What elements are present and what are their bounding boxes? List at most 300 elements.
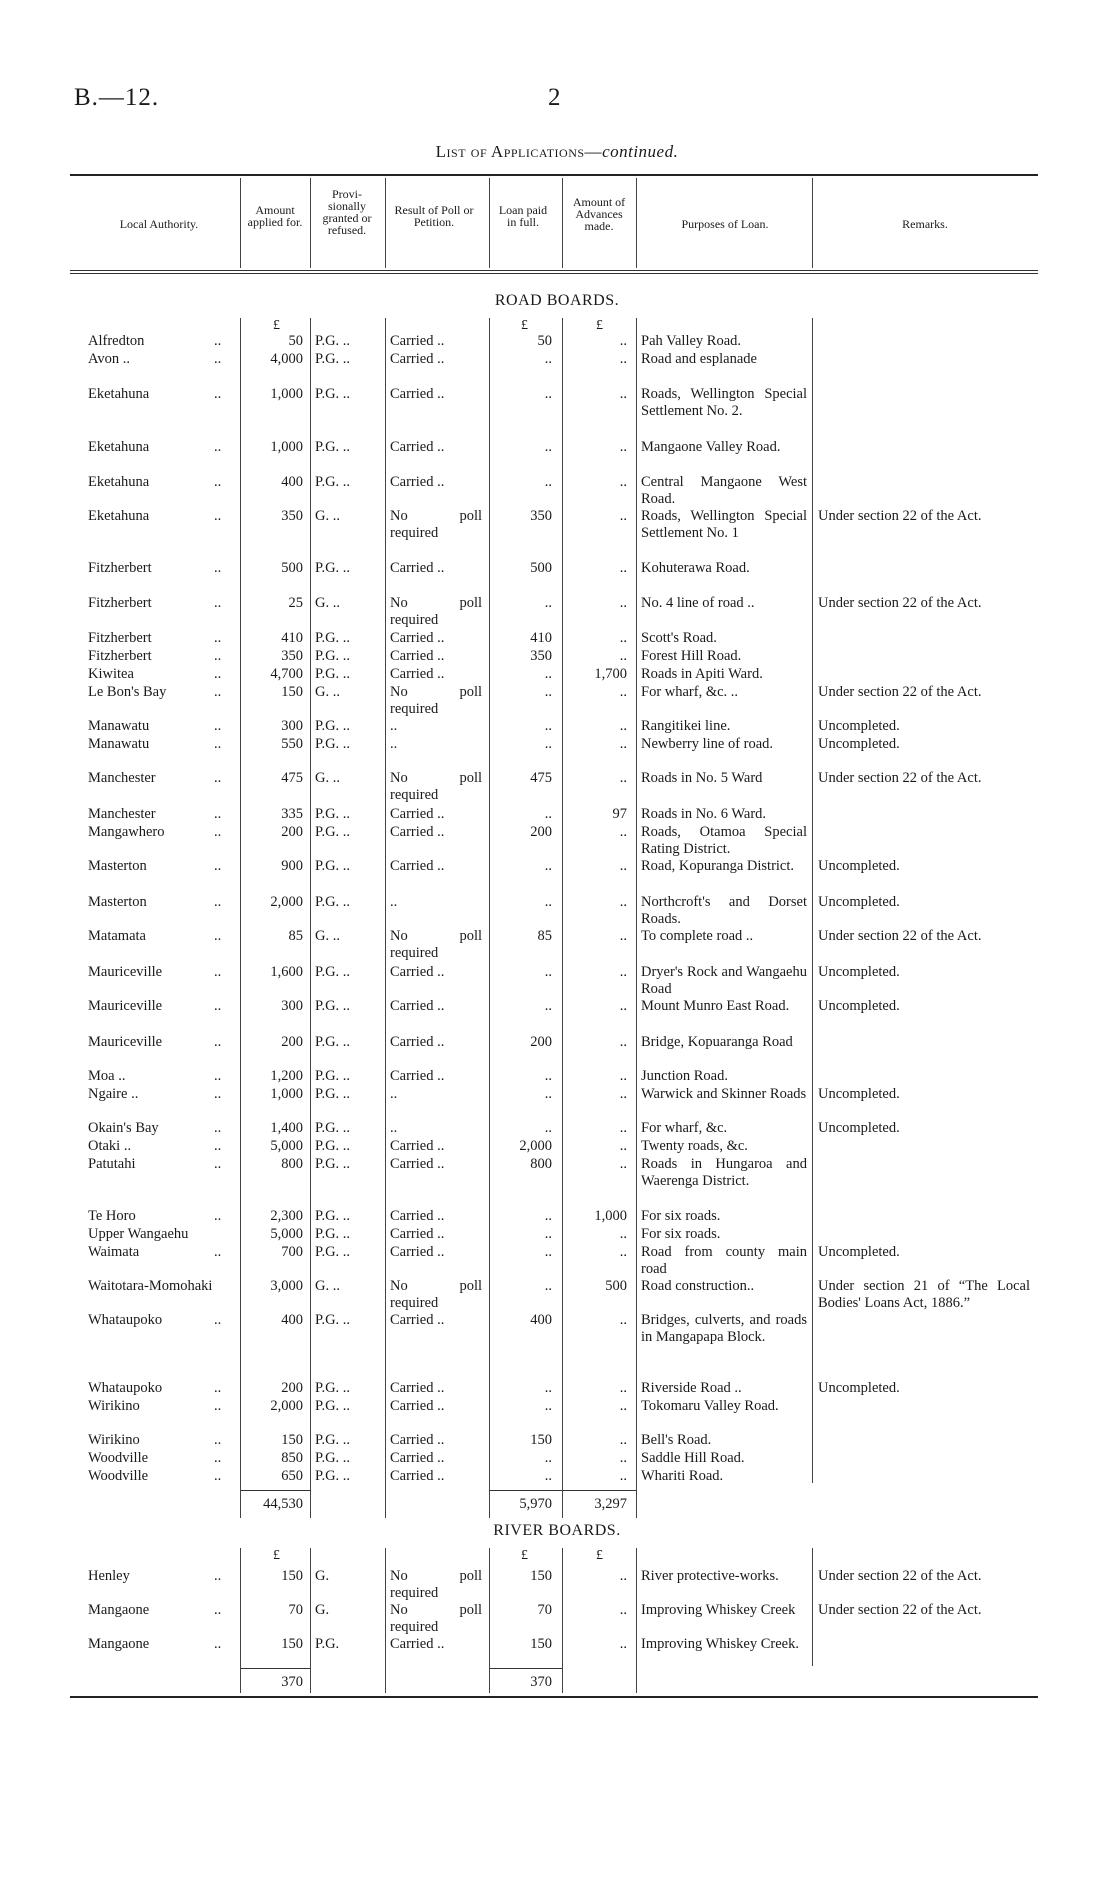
local-authority-name: Waimata <box>88 1244 140 1260</box>
amount-applied: 2,000 <box>270 894 303 910</box>
advances-made: 97 <box>612 806 627 822</box>
poll-result: Carried .. <box>390 824 445 840</box>
poll-result: Carried .. <box>390 1208 445 1224</box>
river-total-amount: 370 <box>281 1674 303 1690</box>
road-total-amount: 44,530 <box>263 1496 303 1512</box>
local-authority-name: Avon .. <box>88 351 131 367</box>
loan-purpose: Roads, Otamoa Special Rating District. <box>641 824 807 857</box>
poll-result: Carried .. <box>390 333 445 349</box>
amount-applied: 850 <box>281 1450 303 1466</box>
local-authority-name: Mangaone <box>88 1636 150 1652</box>
loan-paid: .. <box>544 858 552 874</box>
poll-result: Carried .. <box>390 1244 445 1260</box>
local-authority-name: Okain's Bay <box>88 1120 159 1136</box>
advances-made: 1,700 <box>594 666 627 682</box>
poll-result: Carried .. <box>390 1226 445 1242</box>
advances-made: .. <box>619 1450 627 1466</box>
remarks: Uncompleted. <box>818 858 900 874</box>
leader-dots: .. <box>214 1208 222 1224</box>
loan-paid: .. <box>544 894 552 910</box>
provisional-status: P.G. .. <box>315 1034 351 1050</box>
leader-dots: .. <box>214 824 222 840</box>
leader-dots: .. <box>214 351 222 367</box>
advances-made: .. <box>619 1086 627 1102</box>
poll-result: No poll required <box>390 1568 482 1601</box>
provisional-status: G. .. <box>315 684 340 700</box>
loan-purpose: Roads in Apiti Ward. <box>641 666 763 682</box>
loan-purpose: No. 4 line of road .. <box>641 595 755 611</box>
loan-paid: .. <box>544 666 552 682</box>
loan-paid: .. <box>544 684 552 700</box>
provisional-status: P.G. .. <box>315 666 351 682</box>
amount-applied: 1,000 <box>270 386 303 402</box>
loan-purpose: Newberry line of road. <box>641 736 774 752</box>
advances-made: .. <box>619 439 627 455</box>
local-authority-name: Patutahi <box>88 1156 136 1172</box>
loan-paid: .. <box>544 351 552 367</box>
leader-dots: .. <box>214 1068 222 1084</box>
provisional-status: P.G. .. <box>315 648 351 664</box>
river-sep <box>385 1548 386 1693</box>
loan-paid: 150 <box>530 1432 552 1448</box>
poll-result: No poll required <box>390 595 482 628</box>
advances-made: .. <box>619 1034 627 1050</box>
local-authority-name: Ngaire .. <box>88 1086 139 1102</box>
body-sep <box>489 318 490 1518</box>
advances-made: .. <box>619 824 627 840</box>
remarks: Uncompleted. <box>818 998 900 1014</box>
remarks: Under section 22 of the Act. <box>818 928 982 944</box>
amount-applied: 85 <box>288 928 303 944</box>
advances-made: .. <box>619 333 627 349</box>
leader-dots: .. <box>214 770 222 786</box>
advances-made: .. <box>619 351 627 367</box>
loan-paid: .. <box>544 595 552 611</box>
loan-paid: .. <box>544 1120 552 1136</box>
loan-purpose: Improving Whiskey Creek <box>641 1602 796 1618</box>
loan-paid: .. <box>544 1244 552 1260</box>
amount-applied: 150 <box>281 1432 303 1448</box>
local-authority-name: Manawatu <box>88 736 150 752</box>
provisional-status: P.G. .. <box>315 1120 351 1136</box>
local-authority-name: Henley <box>88 1568 130 1584</box>
leader-dots: .. <box>214 1602 222 1618</box>
amount-applied: 200 <box>281 824 303 840</box>
leader-dots: .. <box>214 1312 222 1328</box>
hdr-sep <box>812 178 813 268</box>
local-authority-name: Eketahuna <box>88 439 150 455</box>
col-provisionally: Provi- sionally granted or refused. <box>322 187 372 237</box>
local-authority-name: Manchester <box>88 806 156 822</box>
poll-result: Carried .. <box>390 1138 445 1154</box>
loan-purpose: Bell's Road. <box>641 1432 712 1448</box>
loan-paid: .. <box>544 998 552 1014</box>
advances-made: 500 <box>605 1278 627 1294</box>
amount-applied: 150 <box>281 1568 303 1584</box>
amount-applied: 4,000 <box>270 351 303 367</box>
local-authority-name: Kiwitea <box>88 666 134 682</box>
poll-result: .. <box>390 736 398 752</box>
poll-result: .. <box>390 1120 398 1136</box>
loan-purpose: For six roads. <box>641 1208 721 1224</box>
poll-result: No poll required <box>390 928 482 961</box>
loan-purpose: Whariti Road. <box>641 1468 724 1484</box>
amount-applied: 150 <box>281 684 303 700</box>
loan-purpose: Saddle Hill Road. <box>641 1450 745 1466</box>
remarks: Uncompleted. <box>818 894 900 910</box>
poll-result: Carried .. <box>390 806 445 822</box>
loan-paid: 475 <box>530 770 552 786</box>
poll-result: Carried .. <box>390 560 445 576</box>
remarks: Under section 22 of the Act. <box>818 1602 982 1618</box>
loan-purpose: Road, Kopuranga District. <box>641 858 795 874</box>
amount-applied: 1,400 <box>270 1120 303 1136</box>
advances-made: .. <box>619 560 627 576</box>
loan-purpose: Warwick and Skinner Roads <box>641 1086 807 1102</box>
amount-applied: 150 <box>281 1636 303 1652</box>
provisional-status: P.G. .. <box>315 894 351 910</box>
leader-dots: .. <box>214 508 222 524</box>
poll-result: Carried .. <box>390 439 445 455</box>
loan-purpose: Forest Hill Road. <box>641 648 742 664</box>
advances-made: .. <box>619 1068 627 1084</box>
poll-result: No poll required <box>390 508 482 541</box>
poll-result: No poll required <box>390 770 482 803</box>
leader-dots: .. <box>214 1450 222 1466</box>
leader-dots: .. <box>214 1432 222 1448</box>
table-top-rule <box>70 174 1038 176</box>
provisional-status: G. <box>315 1568 330 1584</box>
provisional-status: G. .. <box>315 508 340 524</box>
provisional-status: P.G. .. <box>315 1380 351 1396</box>
amount-applied: 350 <box>281 648 303 664</box>
local-authority-name: Woodville <box>88 1450 149 1466</box>
loan-purpose: Roads, Wellington Special Settlement No. 2. <box>641 386 807 419</box>
local-authority-name: Whataupoko <box>88 1380 163 1396</box>
remarks: Uncompleted. <box>818 1380 900 1396</box>
hdr-sep <box>562 178 563 268</box>
loan-paid: 200 <box>530 824 552 840</box>
road-total-loan: 5,970 <box>519 1496 552 1512</box>
local-authority-name: Fitzherbert <box>88 560 152 576</box>
leader-dots: .. <box>214 736 222 752</box>
provisional-status: P.G. .. <box>315 1432 351 1448</box>
amount-applied: 700 <box>281 1244 303 1260</box>
leader-dots: .. <box>214 806 222 822</box>
local-authority-name: Masterton <box>88 894 147 910</box>
loan-purpose: Mount Munro East Road. <box>641 998 790 1014</box>
loan-paid: 2,000 <box>519 1138 552 1154</box>
advances-made: .. <box>619 1138 627 1154</box>
loan-paid: .. <box>544 474 552 490</box>
col-local-authority: Local Authority. <box>119 217 199 231</box>
poll-result: Carried .. <box>390 1312 445 1328</box>
river-sep <box>310 1548 311 1693</box>
loan-purpose: Roads in Hungaroa and Waerenga District. <box>641 1156 807 1189</box>
loan-paid: 500 <box>530 560 552 576</box>
amount-applied: 300 <box>281 998 303 1014</box>
advances-made: .. <box>619 1398 627 1414</box>
leader-dots: .. <box>214 998 222 1014</box>
amount-applied: 70 <box>288 1602 303 1618</box>
provisional-status: P.G. .. <box>315 998 351 1014</box>
amount-applied: 800 <box>281 1156 303 1172</box>
river-unit-advances: £ <box>596 1548 603 1563</box>
poll-result: Carried .. <box>390 1432 445 1448</box>
local-authority-name: Te Horo <box>88 1208 136 1224</box>
local-authority-name: Masterton <box>88 858 147 874</box>
poll-result: Carried .. <box>390 630 445 646</box>
leader-dots: .. <box>214 894 222 910</box>
leader-dots: .. <box>214 928 222 944</box>
river-sep <box>812 1548 813 1666</box>
remarks: Uncompleted. <box>818 964 900 980</box>
advances-made: .. <box>619 1312 627 1328</box>
amount-applied: 2,000 <box>270 1398 303 1414</box>
provisional-status: P.G. .. <box>315 1068 351 1084</box>
local-authority-name: Matamata <box>88 928 146 944</box>
poll-result: No poll required <box>390 1602 482 1635</box>
leader-dots: .. <box>214 1034 222 1050</box>
advances-made: .. <box>619 1432 627 1448</box>
leader-dots: .. <box>214 648 222 664</box>
advances-made: .. <box>619 474 627 490</box>
poll-result: Carried .. <box>390 1450 445 1466</box>
leader-dots: .. <box>214 474 222 490</box>
leader-dots: .. <box>214 1398 222 1414</box>
col-purposes: Purposes of Loan. <box>681 217 769 231</box>
local-authority-name: Le Bon's Bay <box>88 684 167 700</box>
advances-made: .. <box>619 1380 627 1396</box>
amount-applied: 900 <box>281 858 303 874</box>
remarks: Uncompleted. <box>818 1086 900 1102</box>
loan-paid: .. <box>544 1398 552 1414</box>
loan-paid: 800 <box>530 1156 552 1172</box>
table-header-rule-2 <box>70 273 1038 274</box>
poll-result: Carried .. <box>390 1068 445 1084</box>
advances-made: .. <box>619 718 627 734</box>
local-authority-name: Waitotara-Momohaki <box>88 1278 213 1294</box>
col-remarks: Remarks. <box>902 217 948 231</box>
remarks: Uncompleted. <box>818 1120 900 1136</box>
loan-purpose: Improving Whiskey Creek. <box>641 1636 799 1652</box>
col-advances: Amount of Advances made. <box>572 195 626 233</box>
advances-made: .. <box>619 1568 627 1584</box>
loan-purpose: For wharf, &c. .. <box>641 684 739 700</box>
provisional-status: G. .. <box>315 770 340 786</box>
leader-dots: .. <box>214 386 222 402</box>
road-unit-advances: £ <box>596 318 603 333</box>
local-authority-name: Moa .. <box>88 1068 126 1084</box>
leader-dots: .. <box>214 560 222 576</box>
page-number: 2 <box>548 84 561 111</box>
local-authority-name: Fitzherbert <box>88 648 152 664</box>
amount-applied: 5,000 <box>270 1138 303 1154</box>
poll-result: Carried .. <box>390 1034 445 1050</box>
col-amount-applied: Amount applied for. <box>247 203 303 229</box>
advances-made: .. <box>619 508 627 524</box>
body-sep <box>310 318 311 1518</box>
poll-result: Carried .. <box>390 1156 445 1172</box>
provisional-status: P.G. .. <box>315 1226 351 1242</box>
advances-made: .. <box>619 770 627 786</box>
local-authority-name: Eketahuna <box>88 508 150 524</box>
poll-result: .. <box>390 894 398 910</box>
amount-applied: 5,000 <box>270 1226 303 1242</box>
provisional-status: P.G. .. <box>315 1086 351 1102</box>
local-authority-name: Upper Wangaehu <box>88 1226 189 1242</box>
title-continued: continued. <box>602 142 679 161</box>
loan-paid: .. <box>544 1468 552 1484</box>
amount-applied: 410 <box>281 630 303 646</box>
loan-purpose: Roads, Wellington Special Settlement No. 1 <box>641 508 807 541</box>
local-authority-name: Mauriceville <box>88 1034 163 1050</box>
loan-purpose: Scott's Road. <box>641 630 717 646</box>
leader-dots: .. <box>214 1636 222 1652</box>
provisional-status: G. .. <box>315 595 340 611</box>
road-total-rule <box>240 1490 310 1491</box>
road-total-advances: 3,297 <box>594 1496 627 1512</box>
loan-paid: .. <box>544 1278 552 1294</box>
loan-purpose: Road and esplanade <box>641 351 757 367</box>
loan-paid: 70 <box>537 1602 552 1618</box>
river-sep <box>562 1548 563 1693</box>
loan-paid: .. <box>544 386 552 402</box>
local-authority-name: Otaki .. <box>88 1138 132 1154</box>
loan-paid: 150 <box>530 1636 552 1652</box>
loan-paid: .. <box>544 1086 552 1102</box>
river-unit-applied: £ <box>273 1548 280 1563</box>
leader-dots: .. <box>214 1086 222 1102</box>
loan-purpose: Northcroft's and Dorset Roads. <box>641 894 807 927</box>
loan-paid: .. <box>544 806 552 822</box>
remarks: Uncompleted. <box>818 718 900 734</box>
loan-paid: 350 <box>530 508 552 524</box>
title-main: List of Applications— <box>435 142 603 161</box>
local-authority-name: Manawatu <box>88 718 150 734</box>
amount-applied: 500 <box>281 560 303 576</box>
provisional-status: P.G. .. <box>315 439 351 455</box>
provisional-status: P.G. <box>315 1636 340 1652</box>
advances-made: .. <box>619 998 627 1014</box>
amount-applied: 300 <box>281 718 303 734</box>
poll-result: Carried .. <box>390 1468 445 1484</box>
loan-purpose: Dryer's Rock and Wangaehu Road <box>641 964 807 997</box>
river-total-rule <box>240 1668 310 1669</box>
local-authority-name: Woodville <box>88 1468 149 1484</box>
leader-dots: .. <box>214 630 222 646</box>
advances-made: .. <box>619 1244 627 1260</box>
amount-applied: 3,000 <box>270 1278 303 1294</box>
loan-purpose: River protective-works. <box>641 1568 779 1584</box>
leader-dots: .. <box>214 333 222 349</box>
provisional-status: P.G. .. <box>315 1468 351 1484</box>
amount-applied: 2,300 <box>270 1208 303 1224</box>
col-result: Result of Poll or Petition. <box>394 203 474 229</box>
provisional-status: P.G. .. <box>315 333 351 349</box>
advances-made: .. <box>619 386 627 402</box>
local-authority-name: Whataupoko <box>88 1312 163 1328</box>
poll-result: No poll required <box>390 684 482 717</box>
hdr-sep <box>240 178 241 268</box>
leader-dots: .. <box>214 666 222 682</box>
provisional-status: P.G. .. <box>315 718 351 734</box>
loan-purpose: Central Mangaone West Road. <box>641 474 807 507</box>
advances-made: .. <box>619 1468 627 1484</box>
advances-made: .. <box>619 1602 627 1618</box>
hdr-sep <box>310 178 311 268</box>
provisional-status: G. <box>315 1602 330 1618</box>
advances-made: .. <box>619 858 627 874</box>
amount-applied: 475 <box>281 770 303 786</box>
loan-purpose: Road construction.. <box>641 1278 755 1294</box>
leader-dots: .. <box>214 964 222 980</box>
advances-made: .. <box>619 928 627 944</box>
provisional-status: P.G. .. <box>315 474 351 490</box>
leader-dots: .. <box>214 1138 222 1154</box>
poll-result: .. <box>390 1086 398 1102</box>
advances-made: .. <box>619 1156 627 1172</box>
provisional-status: P.G. .. <box>315 351 351 367</box>
provisional-status: P.G. .. <box>315 806 351 822</box>
loan-purpose: Twenty roads, &c. <box>641 1138 748 1154</box>
amount-applied: 25 <box>288 595 303 611</box>
provisional-status: P.G. .. <box>315 386 351 402</box>
leader-dots: .. <box>214 1568 222 1584</box>
local-authority-name: Mauriceville <box>88 964 163 980</box>
local-authority-name: Fitzherbert <box>88 595 152 611</box>
advances-made: .. <box>619 964 627 980</box>
poll-result: No poll required <box>390 1278 482 1311</box>
local-authority-name: Wirikino <box>88 1432 140 1448</box>
poll-result: Carried .. <box>390 351 445 367</box>
poll-result: .. <box>390 718 398 734</box>
provisional-status: P.G. .. <box>315 1208 351 1224</box>
provisional-status: P.G. .. <box>315 1312 351 1328</box>
river-unit-loan: £ <box>521 1548 528 1563</box>
local-authority-name: Alfredton <box>88 333 145 349</box>
loan-paid: .. <box>544 736 552 752</box>
body-sep <box>385 318 386 1518</box>
poll-result: Carried .. <box>390 1636 445 1652</box>
leader-dots: .. <box>214 1380 222 1396</box>
amount-applied: 650 <box>281 1468 303 1484</box>
provisional-status: P.G. .. <box>315 1156 351 1172</box>
advances-made: .. <box>619 684 627 700</box>
remarks: Under section 22 of the Act. <box>818 684 982 700</box>
river-sep <box>636 1548 637 1693</box>
hdr-sep <box>385 178 386 268</box>
advances-made: 1,000 <box>594 1208 627 1224</box>
amount-applied: 400 <box>281 474 303 490</box>
advances-made: .. <box>619 736 627 752</box>
amount-applied: 335 <box>281 806 303 822</box>
leader-dots: .. <box>214 684 222 700</box>
remarks: Uncompleted. <box>818 1244 900 1260</box>
loan-paid: .. <box>544 1450 552 1466</box>
loan-paid: 200 <box>530 1034 552 1050</box>
local-authority-name: Wirikino <box>88 1398 140 1414</box>
river-total-loan: 370 <box>530 1674 552 1690</box>
loan-purpose: Rangitikei line. <box>641 718 731 734</box>
leader-dots: .. <box>214 858 222 874</box>
river-sep <box>489 1548 490 1693</box>
advances-made: .. <box>619 894 627 910</box>
poll-result: Carried .. <box>390 858 445 874</box>
river-total-rule-loan <box>489 1668 562 1669</box>
loan-purpose: Mangaone Valley Road. <box>641 439 781 455</box>
body-sep <box>636 318 637 1518</box>
